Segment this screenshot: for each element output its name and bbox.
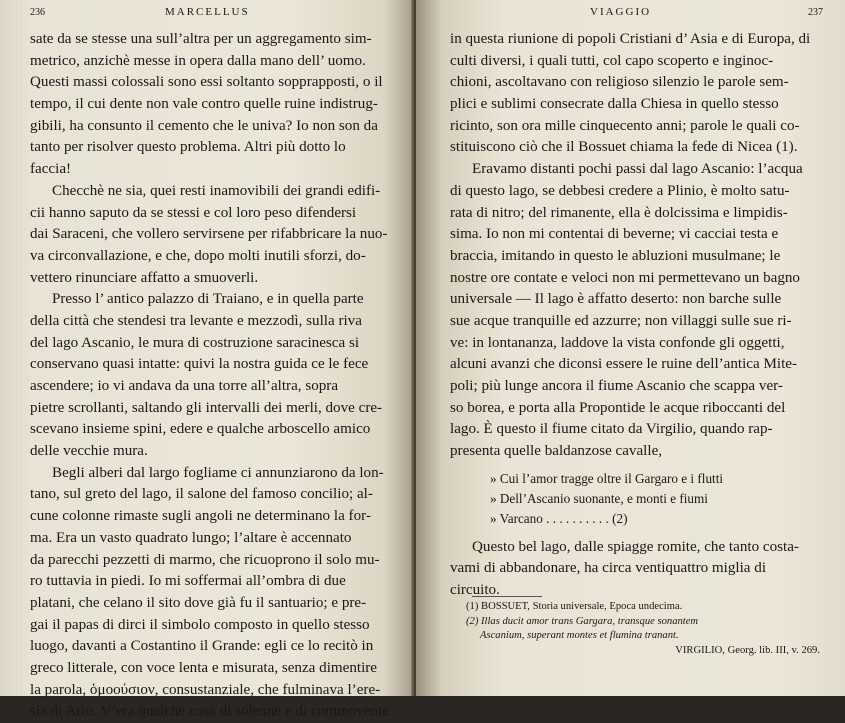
text-line: gai il papas di dirci il simbolo composto in quello stesso: [30, 616, 370, 633]
text-line: cune colonne rimaste sugli angoli ne determinano la for-: [30, 508, 371, 525]
text-line: stituiscono ciò che il Bossuet chiama la fede di Nicea (1).: [450, 139, 798, 156]
text-line: della città che stendesi tra levante e mezzodì, sulla riva: [30, 312, 362, 329]
running-head-right: VIAGGIO: [590, 6, 652, 18]
text-line: del lago Ascanio, le mura di costruzione saracinesca si: [30, 334, 360, 351]
text-line: sue acque tranquille ed azzurre; non villaggi sulle sue ri-: [450, 312, 792, 329]
right-body-text: [450, 29, 828, 602]
footnote-line: (1) BOSSUET, Storia universale, Epoca undecima.: [466, 601, 683, 612]
text-line: gibili, ha consunto il cemento che le univa? Io non son da: [30, 117, 378, 134]
text-line: braccia, imitando in questo le abluzioni musulmane; le: [450, 247, 781, 264]
text-line: in questa riunione di popoli Cristiani d’ Asia e di Europa, di: [450, 31, 811, 47]
footnote-line: VIRGILIO, Georg. lib. III, v. 269.: [675, 644, 820, 656]
text-line: circuito.: [450, 582, 500, 599]
footnote-line: Ascanium, superant montes et flumina tranant.: [480, 630, 679, 641]
text-line: greco litterale, con voce lenta e misurata, senza dimentire: [30, 659, 377, 676]
left-body-text: [30, 29, 392, 723]
text-line: ricinto, son ora mille cinquecento anni; parole le quali co-: [450, 117, 800, 134]
text-line: cii hanno saputo da se stessi e col loro peso difendersi: [30, 204, 357, 221]
text-line: Presso l’ antico palazzo di Traiano, e in quella parte: [52, 291, 364, 308]
text-line: la parola, ὁμοούσιον, consustanziale, che fulminava l’ere-: [30, 681, 381, 698]
text-line: conservano quasi intatte: quivi la nostra guida ce le fece: [30, 356, 369, 373]
text-line: Questi massi colossali sono essi soltanto sopprapposti, o il: [30, 74, 383, 91]
page-number-right: 237: [808, 7, 823, 18]
text-line: sate da se stesse una sull’altra per un aggregamento sim-: [30, 31, 372, 47]
text-line: Begli alberi dal largo fogliame ci annunziarono da lon-: [52, 464, 384, 481]
verse-line: » Dell’Ascanio suonante, e monti e fiumi: [490, 490, 708, 506]
text-line: alcuni avanzi che diconsi essere le ruine dell’antica Mite-: [450, 356, 798, 373]
text-line: delle vecchie mura.: [30, 443, 148, 460]
footnote-separator: [472, 596, 542, 597]
footnote-line: (2) Illas ducit amor trans Gargara, transque sonantem: [466, 615, 699, 627]
text-line: dai Saraceni, che vollero servirsene per rifabbricare la nuo-: [30, 226, 388, 243]
text-line: tempo, il cui dente non vale contro quelle ruine indistrug-: [30, 96, 378, 113]
text-line: sia di Ario. V’era qualche cosa di solenne e di commovente: [30, 703, 389, 720]
text-line: va circonvallazione, e che, dopo molti inutili sforzi, do-: [30, 247, 366, 264]
text-line: rata di nitro; del rimanente, ella è dolcissima e limpidis-: [450, 204, 788, 221]
page-number-left: 236: [30, 7, 45, 18]
text-line: poli; più lunge ancora il fiume Ascanio che scappa ver-: [450, 378, 783, 394]
text-line: pietre scrollanti, saltando gli intervalli dei merli, dove cre-: [30, 399, 383, 416]
text-line: di questo lago, se debbesi credere a Plinio, è molto satu-: [450, 182, 790, 199]
text-line: metrico, anzichè messe in opera dalla mano dell’ uomo.: [30, 52, 366, 69]
text-line: scevano insieme spini, edere e qualche arboscello amico: [30, 421, 371, 438]
text-line: universale — Il lago è affatto deserto: non barche sulle: [450, 291, 782, 308]
text-line: presenta quelle baldanzose cavalle,: [450, 443, 663, 460]
text-line: sima. Io non mi contentai di beverne; vi cacciai testa e: [450, 226, 779, 243]
text-line: vami di abbandonare, ha circa ventiquattro miglia di: [450, 560, 767, 577]
verse-line: » Cui l’amor tragge oltre il Gargaro e i flutti: [490, 470, 724, 486]
text-line: lago. È questo il fiume citato da Virgilio, quando rap-: [450, 421, 773, 438]
text-line: da parecchi pezzetti di marmo, che ricuoprono il solo mu-: [30, 551, 380, 568]
text-line: ascendere; io vi andava da una torre all’altra, sopra: [30, 378, 339, 394]
text-line: vettero rinunciare affatto a smuoverli.: [30, 269, 259, 286]
running-head-left: MARCELLUS: [165, 6, 250, 18]
right-page: [416, 0, 845, 696]
text-line: platani, che celano il sito dove già fu il santuario; e pre-: [30, 594, 367, 611]
text-line: Eravamo distanti pochi passi dal lago Ascanio: l’acqua: [472, 161, 803, 178]
text-line: culti diversi, i quali tutti, col capo scoperto e inginoc-: [450, 52, 774, 69]
text-line: faccia!: [30, 161, 72, 178]
left-page: [0, 0, 414, 720]
verse-line: » Varcano . . . . . . . . . . (2): [490, 510, 628, 526]
text-line: nostre ore contate e veloci non mi permettevano un bagno: [450, 269, 800, 286]
text-line: chioni, ascoltavano con religioso silenzio le parole sem-: [450, 74, 789, 91]
text-line: tanto per risolver questo problema. Altri più dotto lo: [30, 139, 346, 156]
text-line: plici e sublimi consecrate dalla Chiesa in quello stesso: [450, 96, 779, 113]
text-line: Checchè ne sia, quei resti inamovibili dei grandi edifi-: [52, 182, 381, 199]
text-line: luogo, davanti a Costantino il Grande: egli ce lo recitò in: [30, 638, 374, 655]
text-line: ma. Era un vasto quadrato lungo; l’altare è accennato: [30, 529, 352, 546]
footnotes: [466, 600, 826, 658]
text-line: ve: in lontananza, laddove la vista confonde gli oggetti,: [450, 334, 785, 351]
text-line: tano, sul greto del lago, il salone del famoso concilio; al-: [30, 486, 373, 503]
text-line: Questo bel lago, dalle spiagge romite, che tanto costa-: [472, 538, 799, 555]
text-line: ro tuttavia in piedi. Io mi soffermai all’ombra di due: [30, 573, 346, 590]
text-line: so borea, e porta alla Propontide le acque riboccanti del: [450, 399, 786, 416]
